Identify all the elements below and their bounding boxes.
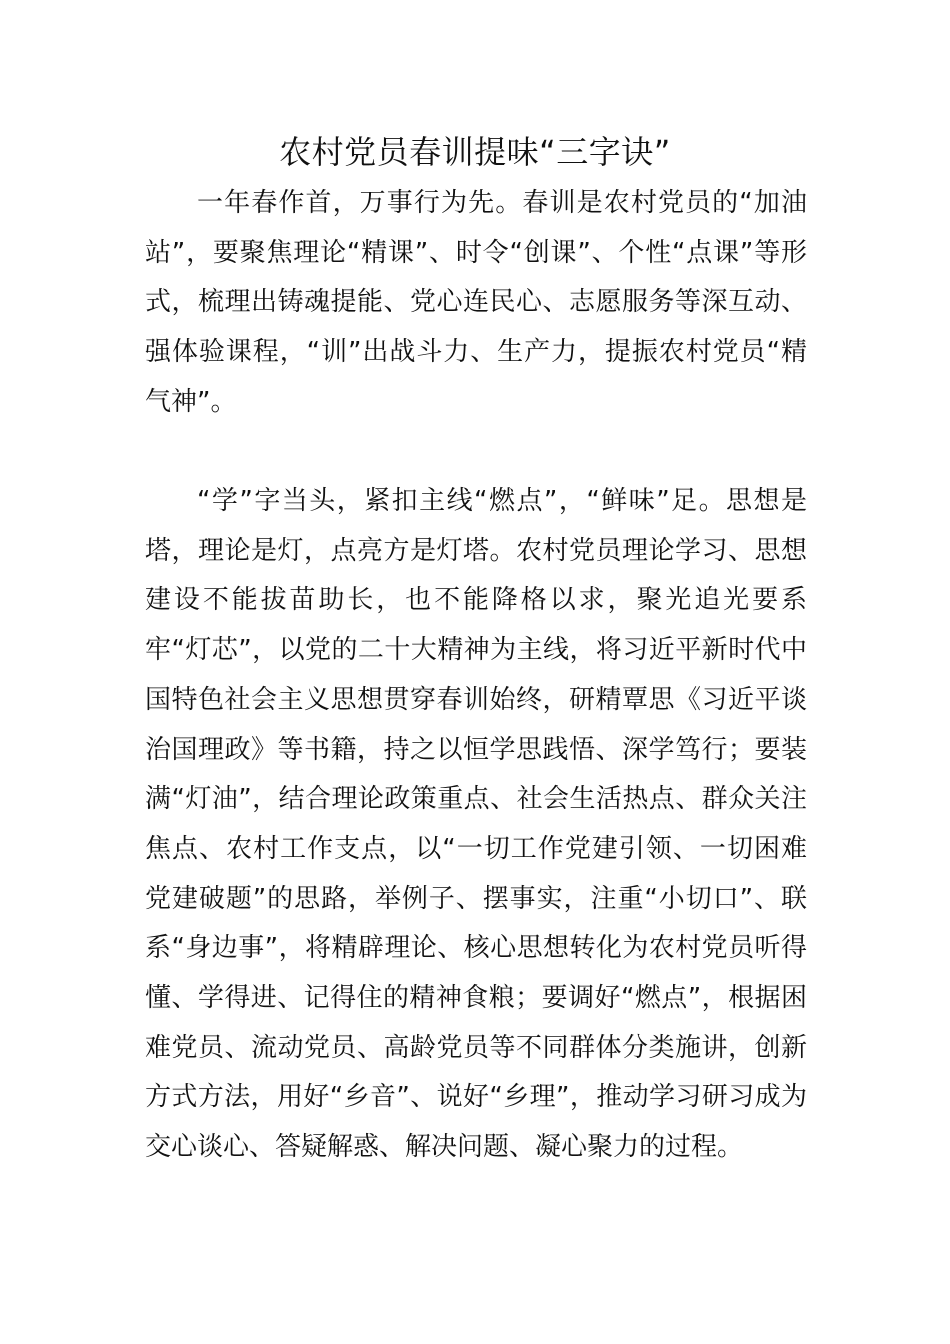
document-title: 农村党员春训提味“三字诀”	[279, 133, 671, 171]
paragraph-intro: 一年春作首，万事行为先。春训是农村党员的“加油站”，要聚焦理论“精课”、时令“创课”、个性“点课”等形式，梳理出铸魂提能、党心连民心、志愿服务等深互动、强体验课程，“训”出战斗力、生产力，提振农村党员“精气神”。	[145, 188, 807, 417]
paragraph-study: “学”字当头，紧扣主线“燃点”，“鲜味”足。思想是塔，理论是灯，点亮方是灯塔。农村党员理论学习、思想建设不能拔苗助长，也不能降格以求，聚光追光要系牢“灯芯”，以党的二十大精神为主线，将习近平新时代中国特色社会主义思想贯穿春训始终，研精覃思《习近平谈治国理政》等书籍，持之以恒学思践悟、深学笃行；要装满“灯油”，结合理论政策重点、社会生活热点、群众关注焦点、农村工作支点，以“一切工作党建引领、一切困难党建破题”的思路，举例子、摆事实，注重“小切口”、联系“身边事”，将精辟理论、核心思想转化为农村党员听得懂、学得进、记得住的精神食粮；要调好“燃点”，根据困难党员、流动党员、高龄党员等不同群体分类施讲，创新方式方法，用好“乡音”、说好“乡理”，推动学习研习成为交心谈心、答疑解惑、解决问题、凝心聚力的过程。	[145, 486, 807, 1163]
